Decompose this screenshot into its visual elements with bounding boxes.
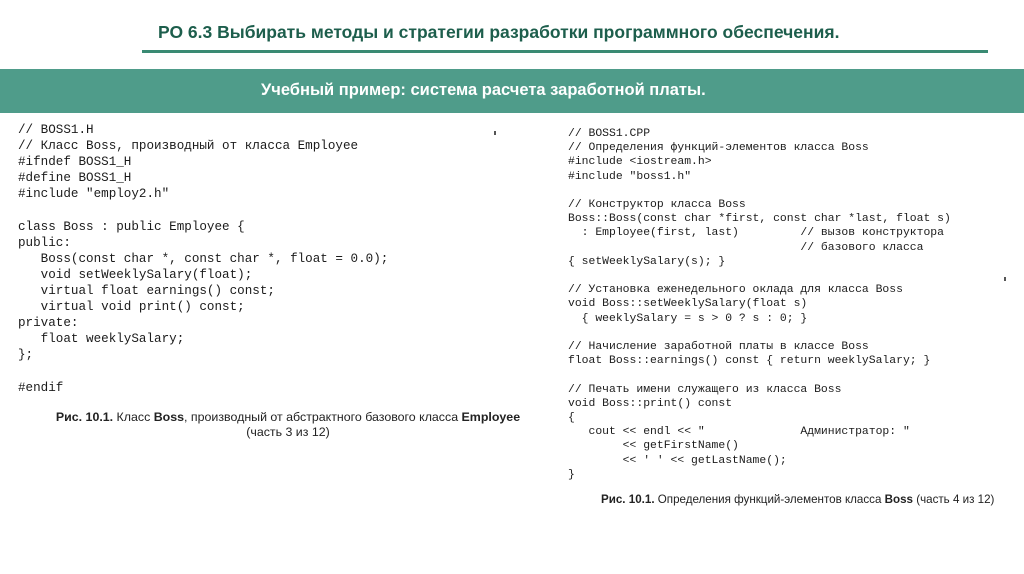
code-line: #include "employ2.h" bbox=[18, 187, 170, 202]
code-line: void Boss::print() const bbox=[568, 397, 733, 410]
code-line: public: bbox=[18, 235, 71, 250]
code-line: #define BOSS1_H bbox=[18, 171, 132, 186]
code-line: << ' ' << getLastName(); bbox=[568, 454, 787, 467]
code-line: float weeklySalary; bbox=[18, 332, 185, 347]
code-line: #include "boss1.h" bbox=[568, 170, 692, 183]
code-line bbox=[568, 269, 951, 283]
code-line: }; bbox=[18, 348, 34, 363]
left-caption-bold-2: Employee bbox=[461, 410, 521, 424]
right-figure-caption bbox=[601, 493, 994, 506]
right-caption-prefix: Рис. 10.1. bbox=[601, 493, 655, 506]
code-line: // Конструктор класса Boss bbox=[568, 199, 746, 211]
code-line bbox=[18, 202, 388, 218]
code-line: // BOSS1.CPP bbox=[568, 128, 651, 140]
code-line: // Установка еженедельного оклада для класса Boss bbox=[568, 284, 903, 297]
left-caption-prefix: Рис. 10.1. bbox=[55, 410, 114, 424]
code-line: // Определения функций-элементов класса Boss bbox=[568, 142, 869, 155]
code-line: cout << endl << " Администратор: " bbox=[568, 426, 910, 439]
code-line: << getFirstName() bbox=[568, 440, 739, 453]
left-caption-bold-1: Boss bbox=[153, 410, 185, 424]
code-line: virtual void print() const; bbox=[18, 300, 245, 315]
code-line: : Employee(first, last) // вызов конструктора bbox=[568, 227, 944, 240]
code-line: // Начисление заработной платы в классе Boss bbox=[568, 341, 869, 353]
right-code-listing bbox=[568, 127, 951, 482]
slide-title: РО 6.3 Выбирать методы и стратегии разработки программного обеспечения. bbox=[158, 22, 840, 42]
code-line: // базового класса bbox=[568, 241, 924, 254]
code-line: } bbox=[568, 468, 575, 481]
left-caption-text-1: Класс bbox=[113, 410, 154, 424]
code-line: virtual float earnings() const; bbox=[18, 283, 275, 298]
code-line: // BOSS1.H bbox=[18, 123, 94, 137]
scan-mark bbox=[1004, 277, 1006, 281]
left-caption-text-2: , производный от абстрактного базового класса bbox=[184, 410, 462, 424]
code-line: void Boss::setWeeklySalary(float s) bbox=[568, 298, 808, 311]
right-caption-bold-1: Boss bbox=[884, 493, 913, 506]
left-caption-line-1 bbox=[18, 410, 558, 425]
code-line: void setWeeklySalary(float); bbox=[18, 267, 253, 282]
banner bbox=[0, 69, 1024, 113]
left-code-listing bbox=[18, 122, 388, 396]
banner-title: Учебный пример: система расчета заработной платы. bbox=[261, 81, 706, 99]
code-line: float Boss::earnings() const { return weeklySalary; } bbox=[568, 355, 931, 368]
code-line bbox=[568, 368, 951, 382]
right-caption-text-2: (часть 4 из 12) bbox=[913, 493, 995, 506]
code-line: // Печать имени служащего из класса Boss bbox=[568, 383, 842, 396]
scan-mark bbox=[494, 131, 496, 135]
code-line: // Класс Boss, производный от класса Employee bbox=[18, 139, 359, 154]
code-line: Boss(const char *, const char *, float = 0.0); bbox=[18, 251, 389, 266]
code-line: Boss::Boss(const char *first, const char *last, float s) bbox=[568, 213, 951, 226]
code-line bbox=[18, 363, 388, 379]
code-line: { bbox=[568, 412, 575, 424]
code-line: class Boss : public Employee { bbox=[18, 219, 245, 234]
code-line bbox=[568, 326, 951, 340]
title-underline bbox=[142, 50, 988, 53]
code-line: private: bbox=[18, 316, 79, 331]
code-line bbox=[568, 184, 951, 198]
left-figure-caption bbox=[18, 410, 558, 440]
right-caption-text-1: Определения функций-элементов класса bbox=[654, 493, 885, 506]
code-line: #ifndef BOSS1_H bbox=[18, 155, 132, 170]
code-line: #endif bbox=[18, 380, 64, 395]
left-caption-line-2: (часть 3 из 12) bbox=[246, 425, 330, 439]
code-line: { weeklySalary = s > 0 ? s : 0; } bbox=[568, 312, 808, 325]
code-line: { setWeeklySalary(s); } bbox=[568, 255, 726, 268]
code-line: #include <iostream.h> bbox=[568, 156, 712, 169]
